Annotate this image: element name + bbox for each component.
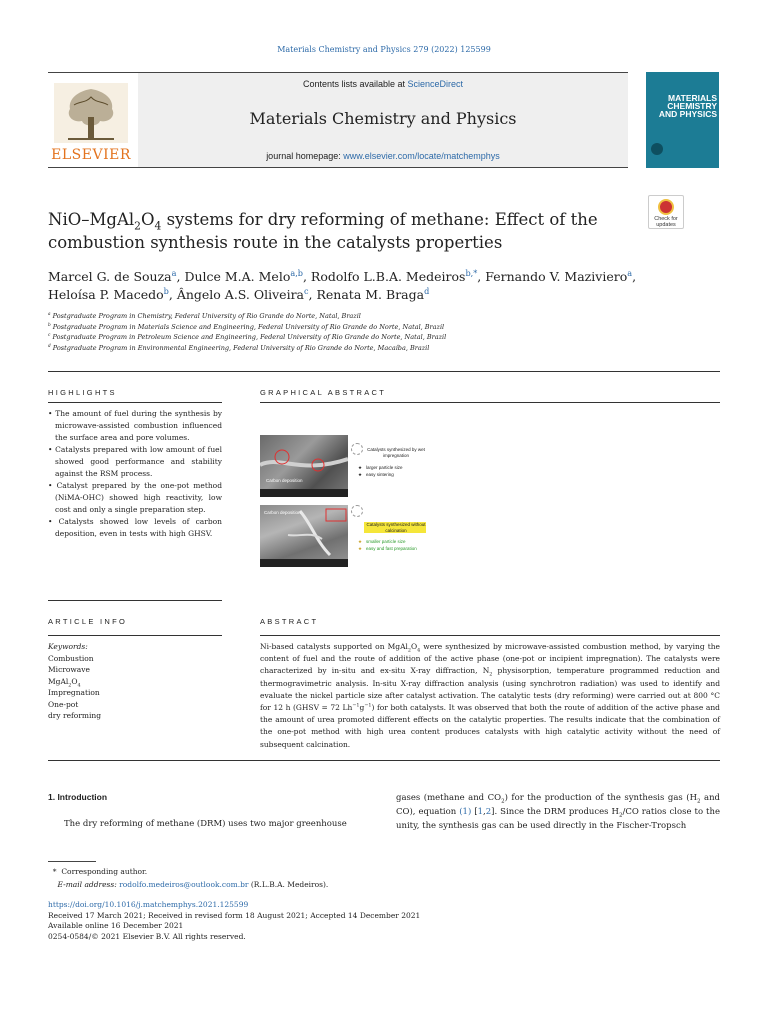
sem-micrograph-bottom [260, 505, 348, 567]
ga-bottom-bullet: easy and fast preparation [366, 546, 417, 551]
article-info-heading: ARTICLE INFO [48, 617, 128, 626]
divider [260, 402, 720, 403]
intro-segment: /CO ratios close to the unity, the synthesis gas can be used directly in the Fischer-Tropsch [396, 807, 720, 831]
abstract-segment: Ni-based catalysts supported on MgAl [260, 642, 408, 651]
received-dates: Received 17 March 2021; Received in revised form 18 August 2021; Accepted 14 December 2021 [48, 910, 421, 920]
author-affil-mark[interactable]: a,b [290, 267, 303, 278]
title-part3: systems for dry reforming of methane: Effect of the combustion synthesis route in the catalysts properties [48, 210, 598, 252]
ga-top-label: Catalysts synthesized by wet impregnation [367, 447, 425, 458]
title-sub2: 4 [154, 219, 162, 233]
author-affil-mark[interactable]: a [171, 267, 177, 278]
author-separator: , [168, 287, 177, 302]
keywords-label: Keywords: [48, 642, 88, 651]
author[interactable]: Rodolfo L.B.A. Medeiros [310, 269, 466, 284]
affiliation-text: Postgraduate Program in Chemistry, Federal University of Rio Grande do Norte, Natal, Brazil [52, 312, 361, 320]
divider [260, 635, 720, 636]
email-link[interactable]: rodolfo.medeiros@outlook.com.br [119, 879, 249, 889]
intro-segment: ]. Since the DRM produces H [491, 807, 619, 817]
affiliation-mark: b [48, 321, 51, 327]
divider [48, 760, 720, 761]
ga-bottom-label: Catalysts synthesized without calcination [366, 522, 426, 533]
author-separator: , [477, 269, 486, 284]
homepage-line [138, 151, 628, 161]
abstract-sub: 2 [489, 671, 493, 678]
corresponding-mark: * [52, 867, 57, 876]
article-title [48, 208, 628, 254]
introduction-paragraph: The dry reforming of methane (DRM) uses two major greenhouse [64, 819, 347, 829]
sem-top-label: Carbon deposition [266, 478, 303, 483]
homepage-link[interactable]: www.elsevier.com/locate/matchemphys [343, 151, 500, 161]
keyword-formula-sub: 4 [77, 682, 81, 688]
running-head: Materials Chemistry and Physics 279 (2022) 125599 [277, 45, 491, 54]
bookmark-icon [658, 199, 674, 215]
graphical-abstract-image[interactable] [260, 435, 426, 568]
cover-title: MATERIALS CHEMISTRY AND PHYSICS [658, 93, 717, 119]
author-separator: , [308, 287, 317, 302]
publisher-name: ELSEVIER [51, 147, 131, 163]
cover-emblem-icon [650, 142, 664, 156]
author[interactable]: Heloísa P. Macedo [48, 287, 164, 302]
keyword[interactable]: One-pot [48, 699, 79, 709]
keyword[interactable]: dry reforming [48, 711, 102, 720]
affiliation [48, 322, 648, 333]
affiliation [48, 343, 648, 354]
author-affil-mark[interactable]: d [424, 285, 430, 296]
citation-link[interactable]: 1 [477, 807, 484, 817]
abstract-segment: g [359, 703, 365, 713]
author-separator: , [302, 269, 311, 284]
affiliation-mark: c [48, 331, 51, 337]
keyword[interactable]: Impregnation [48, 688, 100, 697]
copyright: 0254-0584/© 2021 Elsevier B.V. All rights reserved. [48, 931, 246, 941]
intro-segment: , [483, 807, 486, 817]
highlights-list [48, 408, 222, 540]
journal-cover[interactable] [646, 72, 719, 168]
author-separator: , [176, 269, 185, 284]
abstract-segment: were synthesized by microwave-assisted combustion method, by varying the content of fuel and the route of addition of the active phase (one-pot or incipient impregnation). The catalysts were characterized by in-situ and ex-situ X-ray diffraction, N [260, 642, 720, 676]
email-note [48, 879, 448, 892]
abstract-heading: ABSTRACT [260, 617, 319, 626]
available-date: Available online 16 December 2021 [48, 921, 184, 930]
magnifier-icon [351, 505, 363, 517]
keyword-formula-sub: 2 [68, 682, 72, 688]
sem-bottom-label: Carbon deposition [264, 510, 301, 515]
contents-prefix: Contents lists available at [302, 79, 408, 89]
author-affil-mark[interactable]: b [163, 285, 169, 296]
check-updates-label: Check for updates [654, 216, 678, 228]
affiliation [48, 311, 648, 322]
email-suffix: (R.L.B.A. Medeiros). [248, 879, 329, 889]
author-list [48, 268, 648, 304]
affiliation-text: Postgraduate Program in Materials Science and Engineering, Federal University of Rio Grande do Norte, Natal, Brazil [52, 322, 445, 331]
ga-top-bullet: larger particle size [366, 465, 403, 470]
keyword-formula-mid: O [71, 676, 78, 686]
highlight-item: • Catalysts prepared with low amount of fuel showed good performance and stability against the RSM process. [48, 444, 222, 480]
email-label: E-mail address: [57, 879, 120, 889]
author[interactable]: Dulce M.A. Melo [184, 269, 291, 284]
citation-link[interactable]: 2 [485, 807, 492, 817]
intro-sub: 2 [501, 798, 505, 805]
highlight-item: • Catalyst prepared by the one-pot method (NiMA-OHC) showed high reactivity, low cost and only a single preparation step. [48, 480, 222, 516]
abstract-segment: physisorption, temperature programmed reduction and thermogravimetric analysis. In-situ X-ray diffraction analysis (using synchrotron radiation) was used to identify and evaluate the nickel particle size after catalyst activation. The catalytic tests (dry reforming) were carried out at 800 °C for 12 h (GHSV = 72 Lh [260, 666, 720, 713]
highlight-item: • The amount of fuel during the synthesis by microwave-assisted combustion influenced the surface area and pore volumes. [48, 408, 222, 444]
affiliation-mark: a [48, 310, 51, 316]
highlight-item: • Catalysts showed low levels of carbon deposition, even in tests with high GHSV. [48, 516, 222, 540]
intro-sub: 2 [696, 798, 701, 805]
title-part2: O [140, 210, 155, 229]
abstract-text [260, 641, 720, 751]
corresponding-text: Corresponding author. [61, 867, 148, 876]
highlights-heading: HIGHLIGHTS [48, 388, 117, 397]
star-icon: ★ [358, 472, 363, 477]
star-icon: ★ [358, 465, 363, 470]
doi-link[interactable]: https://doi.org/10.1016/j.matchemphys.2021.125599 [48, 900, 249, 909]
homepage-prefix: journal homepage: [266, 151, 344, 161]
author-affil-mark[interactable]: c [304, 285, 309, 296]
journal-title: Materials Chemistry and Physics [249, 109, 517, 128]
keyword[interactable] [48, 676, 222, 688]
contents-line [138, 79, 628, 89]
check-for-updates-badge[interactable] [648, 195, 684, 229]
intro-segment: and CO), equation [396, 793, 720, 817]
elsevier-logo[interactable] [48, 77, 134, 165]
keyword[interactable]: Combustion [48, 653, 94, 663]
title-part1: NiO–MgAl [48, 210, 135, 229]
banner-center [138, 73, 628, 167]
abstract-sup: −1 [352, 702, 360, 709]
corresponding-note [48, 866, 448, 879]
intro-segment: [ [471, 807, 478, 817]
divider [48, 635, 222, 636]
introduction-heading: 1. Introduction [48, 792, 108, 802]
magnifier-icon [351, 443, 363, 455]
divider [48, 371, 720, 372]
divider [48, 402, 222, 403]
divider [48, 600, 222, 601]
introduction-column-2 [396, 791, 720, 833]
author-affil-mark[interactable]: a [627, 267, 633, 278]
sem-texture-top [260, 435, 348, 497]
keywords-block [48, 641, 222, 722]
abstract-sub: 4 [417, 647, 421, 654]
star-icon: ★ [358, 546, 363, 551]
author[interactable]: Ângelo A.S. Oliveira [176, 287, 304, 302]
title-sub1: 2 [134, 219, 141, 233]
footnote-divider [48, 861, 96, 862]
journal-banner [48, 72, 628, 168]
author[interactable]: Renata M. Braga [316, 287, 425, 302]
abstract-sub: 2 [407, 647, 411, 654]
equation-link[interactable]: (1) [459, 807, 472, 817]
keyword[interactable]: Microwave [48, 665, 90, 674]
author-separator: , [632, 269, 637, 284]
author-affil-mark[interactable]: b,* [465, 267, 478, 278]
ga-top-bullet: easy sintering [366, 472, 394, 477]
ga-bottom-bullet: smaller particle size [366, 539, 406, 544]
sciencedirect-link[interactable]: ScienceDirect [407, 79, 464, 89]
affiliation-text: Postgraduate Program in Petroleum Science and Engineering, Federal University of Rio Grande do Norte, Natal, Brazil [52, 333, 447, 341]
footnotes [48, 866, 448, 891]
publication-info [48, 900, 548, 942]
sem-micrograph-top [260, 435, 348, 497]
affiliation-mark: d [48, 342, 51, 348]
abstract-segment: ) for both catalysts. It was observed that both the route of addition of the active phase and the amount of urea promoted different effects on the catalytic properties. The results indicate that the combination of the one-pot method with high urea content produces catalysts with high catalytic activity without the need of subsequent calcination. [260, 703, 720, 749]
intro-segment: gases (methane and CO [396, 793, 502, 803]
intro-sub: 2 [618, 812, 623, 819]
affiliations [48, 311, 648, 353]
star-icon: ★ [358, 539, 363, 544]
abstract-sup: −1 [364, 702, 372, 709]
author[interactable]: Marcel G. de Souza [48, 269, 172, 284]
intro-segment: ) for the production of the synthesis gas (H [504, 793, 697, 803]
keyword-formula-base: MgAl [48, 676, 69, 686]
graphical-abstract-heading: GRAPHICAL ABSTRACT [260, 388, 387, 397]
affiliation-text: Postgraduate Program in Environmental Engineering, Federal University of Rio Grande do Norte, Macaíba, Brazil [52, 343, 430, 352]
abstract-segment: O [410, 642, 418, 651]
affiliation [48, 332, 648, 343]
elsevier-tree-icon [48, 77, 134, 147]
author[interactable]: Fernando V. Maziviero [485, 269, 628, 284]
